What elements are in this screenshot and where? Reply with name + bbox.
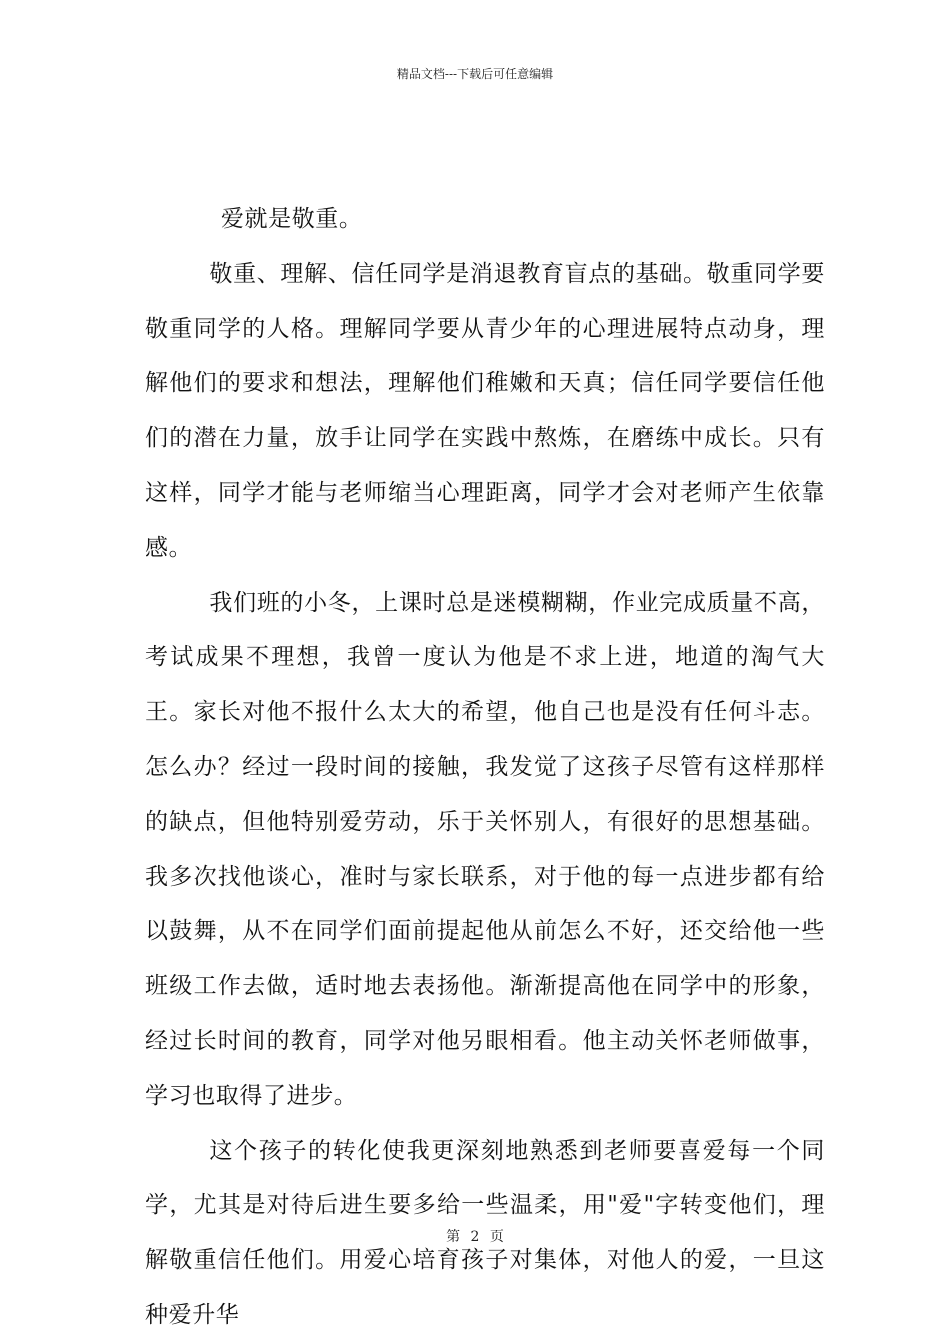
paragraph-1: 爱就是敬重。 xyxy=(220,206,363,232)
page-number: 2 xyxy=(470,1229,480,1245)
page-header: 精品文档---下载后可任意编辑 xyxy=(396,67,554,81)
page-footer xyxy=(0,1228,950,1246)
footer-prefix: 第 xyxy=(446,1229,461,1245)
document-body xyxy=(145,192,825,1343)
paragraph-3: 我们班的小冬，上课时总是迷模糊糊，作业完成质量不高，考试成果不理想，我曾一度认为他是不求上进，地道的淘气大王。家长对他不报什么太大的希望，他自己也是没有任何斗志。怎么办？经过一段时间的接触，我发觉了这孩子尽管有这样那样的缺点，但他特别爱劳动，乐于关怀别人，有很好的思想基础。我多次找他谈心，准时与家长联系，对于他的每一点进步都有给以鼓舞，从不在同学们面前提起他从前怎么不好，还交给他一些班级工作去做，适时地去表扬他。渐渐提高他在同学中的形象，经过长时间的教育，同学对他另眼相看。他主动关怀老师做事，学习也取得了进步。 xyxy=(145,589,825,1109)
footer-suffix: 页 xyxy=(489,1229,504,1245)
paragraph-2: 敬重、理解、信任同学是消退教育盲点的基础。敬重同学要敬重同学的人格。理解同学要从青少年的心理进展特点动身，理解他们的要求和想法，理解他们稚嫩和天真；信任同学要信任他们的潜在力量，放手让同学在实践中熬炼，在磨练中成长。只有这样，同学才能与老师缩当心理距离，同学才会对老师产生依靠感。 xyxy=(145,260,825,561)
paragraph-4: 这个孩子的转化使我更深刻地熟悉到老师要喜爱每一个同学，尤其是对待后进生要多给一些温柔，用"爱"字转变他们，理解敬重信任他们。用爱心培育孩子对集体，对他人的爱，一旦这种爱升华 xyxy=(145,1137,825,1328)
